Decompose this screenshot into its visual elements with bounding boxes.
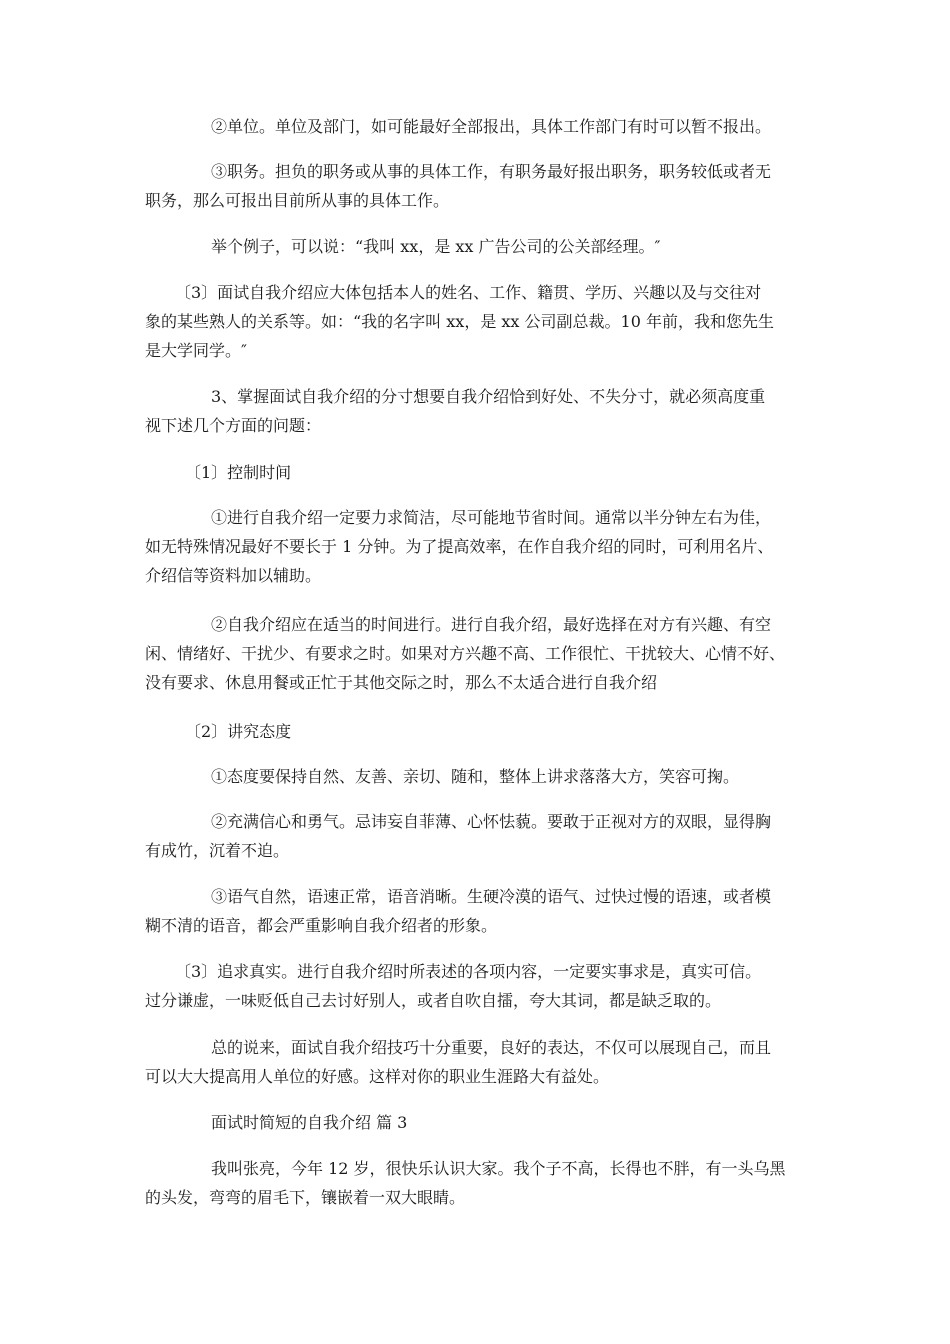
paragraph-intro — [145, 1154, 815, 1212]
paragraph-confidence — [145, 807, 815, 865]
text-line: ②充满信心和勇气。忌讳妄自菲薄、心怀怯藐。要敢于正视对方的双眼，显得胸 — [211, 812, 772, 831]
text-line: 有成竹，沉着不迫。 — [145, 841, 290, 860]
text-line: 是大学同学。″ — [145, 341, 247, 360]
paragraph-truth — [145, 957, 815, 1015]
text-line: 的头发，弯弯的眉毛下，镶嵌着一双大眼睛。 — [145, 1188, 466, 1207]
text-line: ②自我介绍应在适当的时间进行。进行自我介绍，最好选择在对方有兴趣、有空 — [211, 615, 772, 634]
text-line: 闲、情绪好、干扰少、有要求之时。如果对方兴趣不高、工作很忙、干扰较大、心情不好、 — [145, 644, 786, 663]
text-line: 职务，那么可报出目前所从事的具体工作。 — [145, 191, 450, 210]
text-line: 面试时简短的自我介绍 篇 3 — [211, 1113, 408, 1132]
text-line: ①进行自我介绍一定要力求简洁，尽可能地节省时间。通常以半分钟左右为佳， — [211, 508, 772, 527]
text-line: 〔3〕追求真实。进行自我介绍时所表述的各项内容，一定要实事求是，真实可信。 — [175, 962, 762, 981]
text-line: 糊不清的语音，都会严重影响自我介绍者的形象。 — [145, 916, 498, 935]
paragraph-subheading — [145, 458, 815, 487]
text-line: 3、掌握面试自我介绍的分寸想要自我介绍恰到好处、不失分寸，就必须高度重 — [211, 387, 766, 406]
paragraph-content — [145, 278, 815, 365]
paragraph-position — [145, 157, 815, 215]
text-line: 可以大大提高用人单位的好感。这样对你的职业生涯路大有益处。 — [145, 1067, 610, 1086]
paragraph-unit — [145, 112, 815, 141]
paragraph-timing — [145, 610, 815, 697]
text-line: 〔1〕控制时间 — [185, 463, 292, 482]
text-line: ②单位。单位及部门，如可能最好全部报出，具体工作部门有时可以暂不报出。 — [211, 117, 772, 136]
section-title — [145, 1108, 815, 1137]
text-line: 总的说来，面试自我介绍技巧十分重要，良好的表达，不仅可以展现自己，而且 — [211, 1038, 772, 1057]
paragraph-section-heading — [145, 382, 815, 440]
text-line: 〔2〕讲究态度 — [185, 722, 292, 741]
paragraph-attitude — [145, 762, 815, 791]
text-line: 象的某些熟人的关系等。如：“我的名字叫 xx，是 xx 公司副总裁。10 年前，我和您先生 — [145, 312, 774, 331]
paragraph-subheading — [145, 717, 815, 746]
paragraph-tone — [145, 882, 815, 940]
text-line: 过分谦虚，一味贬低自己去讨好别人，或者自吹自擂，夸大其词，都是缺乏取的。 — [145, 991, 722, 1010]
text-line: ③职务。担负的职务或从事的具体工作，有职务最好报出职务，职务较低或者无 — [211, 162, 772, 181]
text-line: 举个例子，可以说：“我叫 xx，是 xx 广告公司的公关部经理。″ — [211, 237, 661, 256]
text-line: 没有要求、休息用餐或正忙于其他交际之时，那么不太适合进行自我介绍 — [145, 673, 658, 692]
text-line: 介绍信等资料加以辅助。 — [145, 566, 322, 585]
text-line: 我叫张亮，今年 12 岁，很快乐认识大家。我个子不高，长得也不胖，有一头乌黑 — [211, 1159, 786, 1178]
text-line: ①态度要保持自然、友善、亲切、随和，整体上讲求落落大方，笑容可掬。 — [211, 767, 740, 786]
paragraph-example — [145, 232, 815, 261]
paragraph-summary — [145, 1033, 815, 1091]
text-line: 〔3〕面试自我介绍应大体包括本人的姓名、工作、籍贯、学历、兴趣以及与交往对 — [175, 283, 762, 302]
text-line: ③语气自然，语速正常，语音消晰。生硬冷漠的语气、过快过慢的语速，或者模 — [211, 887, 772, 906]
paragraph-time — [145, 503, 815, 590]
text-line: 如无特殊情况最好不要长于 1 分钟。为了提高效率，在作自我介绍的同时，可利用名片、 — [145, 537, 774, 556]
text-line: 视下述几个方面的问题： — [145, 416, 322, 435]
